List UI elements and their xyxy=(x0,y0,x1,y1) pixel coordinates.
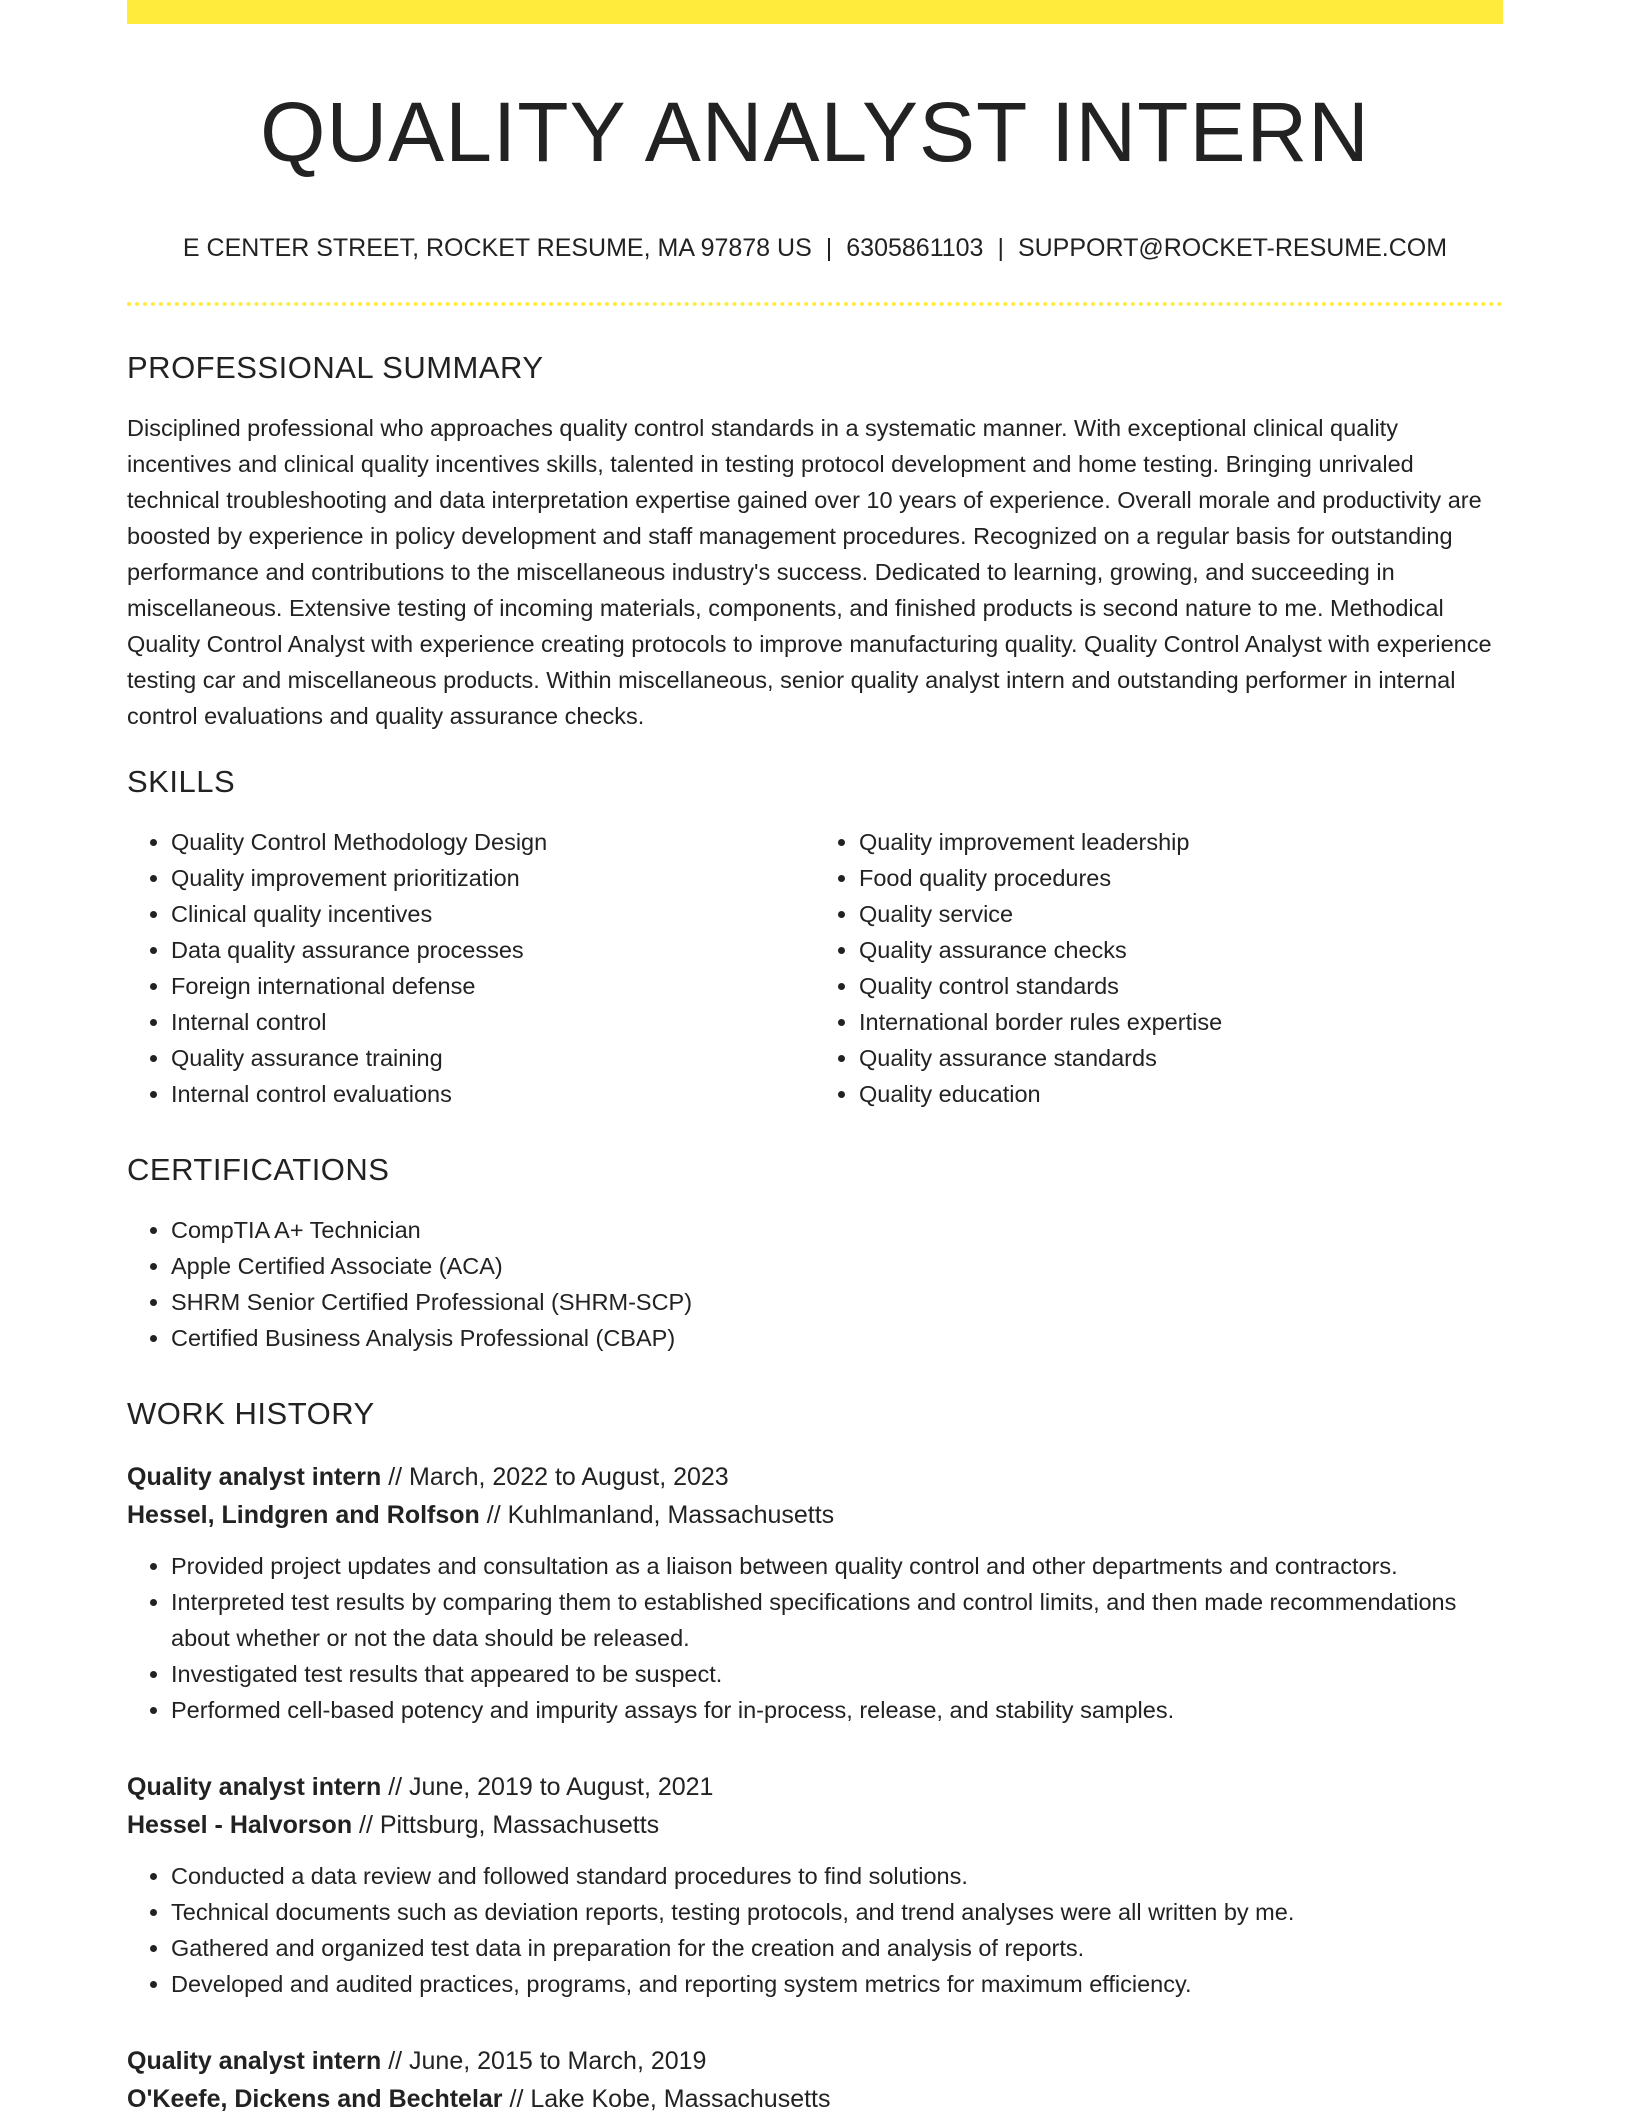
skill-item: • Internal control evaluations xyxy=(171,1076,815,1112)
skill-item: • Quality education xyxy=(859,1076,1503,1112)
skill-item: • Quality assurance standards xyxy=(859,1040,1503,1076)
job-bullet: • Investigated test results that appeared to be suspect. xyxy=(171,1656,1503,1692)
job-entry xyxy=(127,1768,1503,2002)
certification-item: • Certified Business Analysis Professional (CBAP) xyxy=(171,1320,1503,1356)
top-accent-bar xyxy=(127,0,1503,24)
job-location: // Lake Kobe, Massachusetts xyxy=(502,2085,831,2113)
summary-text: Disciplined professional who approaches quality control standards in a systematic manner. With exceptional clinical quality incentives and clinical quality incentives skills, talented in testing protocol development and home testing. Bringing unrivaled technical troubleshooting and data interpretation expertise gained over 10 years of experience. Overall morale and productivity are boosted by experience in policy development and staff management procedures. Recognized on a regular basis for outstanding performance and contributions to the miscellaneous industry's success. Dedicated to learning, growing, and succeeding in miscellaneous. Extensive testing of incoming materials, components, and finished products is second nature to me. Methodical Quality Control Analyst with experience creating protocols to improve manufacturing quality. Quality Control Analyst with experience testing car and miscellaneous products. Within miscellaneous, senior quality analyst intern and outstanding performer in internal control evaluations and quality assurance checks. xyxy=(127,415,1492,729)
job-bullet: • Conducted a data review and followed standard procedures to find solutions. xyxy=(171,1858,1503,1894)
summary-heading: PROFESSIONAL SUMMARY xyxy=(127,350,544,385)
skill-item: • Quality assurance checks xyxy=(859,932,1503,968)
certification-item: • SHRM Senior Certified Professional (SHRM-SCP) xyxy=(171,1284,1503,1320)
job-bullets xyxy=(127,1858,1503,2002)
job-role: Quality analyst intern xyxy=(127,1463,382,1491)
job-location: // Pittsburg, Massachusetts xyxy=(352,1811,660,1839)
job-company: Hessel, Lindgren and Rolfson xyxy=(127,1501,480,1529)
skill-item: • Quality service xyxy=(859,896,1503,932)
certifications-list xyxy=(127,1212,1503,1356)
skill-item: • Quality assurance training xyxy=(171,1040,815,1076)
contact-address: E CENTER STREET, ROCKET RESUME, MA 97878 US xyxy=(182,234,812,262)
skill-item: • Quality control standards xyxy=(859,968,1503,1004)
job-company: O'Keefe, Dickens and Bechtelar xyxy=(127,2085,503,2113)
resume-name: QUALITY ANALYST INTERN xyxy=(260,85,1370,179)
contact-line xyxy=(127,232,1503,264)
job-dates: // June, 2019 to August, 2021 xyxy=(381,1773,714,1801)
skill-item: • Food quality procedures xyxy=(859,860,1503,896)
job-bullets xyxy=(127,1548,1503,1728)
job-location: // Kuhlmanland, Massachusetts xyxy=(479,1501,835,1529)
job-company-line xyxy=(127,2080,1503,2118)
certifications-heading: CERTIFICATIONS xyxy=(127,1152,390,1187)
job-bullet: • Provided project updates and consultation as a liaison between quality control and other departments and contractors. xyxy=(171,1548,1503,1584)
skill-item: • Internal control xyxy=(171,1004,815,1040)
job-dates: // June, 2015 to March, 2019 xyxy=(381,2047,707,2075)
skill-item: • Quality improvement prioritization xyxy=(171,860,815,896)
job-company-line xyxy=(127,1496,1503,1534)
job-title-line xyxy=(127,1458,1503,1496)
skills-left-list xyxy=(127,824,815,1112)
skills-right-list xyxy=(815,824,1503,1112)
job-role: Quality analyst intern xyxy=(127,1773,382,1801)
skills-columns xyxy=(127,824,1503,1112)
job-bullet: • Interpreted test results by comparing them to established specifications and control limits, and then made recommendations about whether or not the data should be released. xyxy=(171,1584,1503,1656)
contact-separator: | xyxy=(997,234,1004,262)
job-bullet: • Performed cell-based potency and impurity assays for in-process, release, and stability samples. xyxy=(171,1692,1503,1728)
job-company-line xyxy=(127,1806,1503,1844)
job-title-line xyxy=(127,1768,1503,1806)
job-role: Quality analyst intern xyxy=(127,2047,382,2075)
skills-heading: SKILLS xyxy=(127,764,236,799)
resume-page xyxy=(127,0,1503,2118)
job-dates: // March, 2022 to August, 2023 xyxy=(381,1463,729,1491)
dotted-divider xyxy=(127,302,1503,306)
job-bullet: • Gathered and organized test data in preparation for the creation and analysis of reports. xyxy=(171,1930,1503,1966)
skill-item: • International border rules expertise xyxy=(859,1004,1503,1040)
certification-item: • CompTIA A+ Technician xyxy=(171,1212,1503,1248)
job-entry xyxy=(127,1458,1503,1728)
skill-item: • Foreign international defense xyxy=(171,968,815,1004)
contact-phone: 6305861103 xyxy=(846,234,984,262)
job-title-line xyxy=(127,2042,1503,2080)
job-bullet: • Developed and audited practices, programs, and reporting system metrics for maximum efficiency. xyxy=(171,1966,1503,2002)
certification-item: • Apple Certified Associate (ACA) xyxy=(171,1248,1503,1284)
skill-item: • Clinical quality incentives xyxy=(171,896,815,932)
job-entry xyxy=(127,2042,1503,2118)
work-history-heading: WORK HISTORY xyxy=(127,1396,375,1431)
job-bullet: • Technical documents such as deviation reports, testing protocols, and trend analyses were all written by me. xyxy=(171,1894,1503,1930)
skill-item: • Quality improvement leadership xyxy=(859,824,1503,860)
contact-email: SUPPORT@ROCKET-RESUME.COM xyxy=(1017,234,1448,262)
skill-item: • Quality Control Methodology Design xyxy=(171,824,815,860)
skill-item: • Data quality assurance processes xyxy=(171,932,815,968)
contact-separator: | xyxy=(825,234,833,262)
job-company: Hessel - Halvorson xyxy=(127,1811,353,1839)
